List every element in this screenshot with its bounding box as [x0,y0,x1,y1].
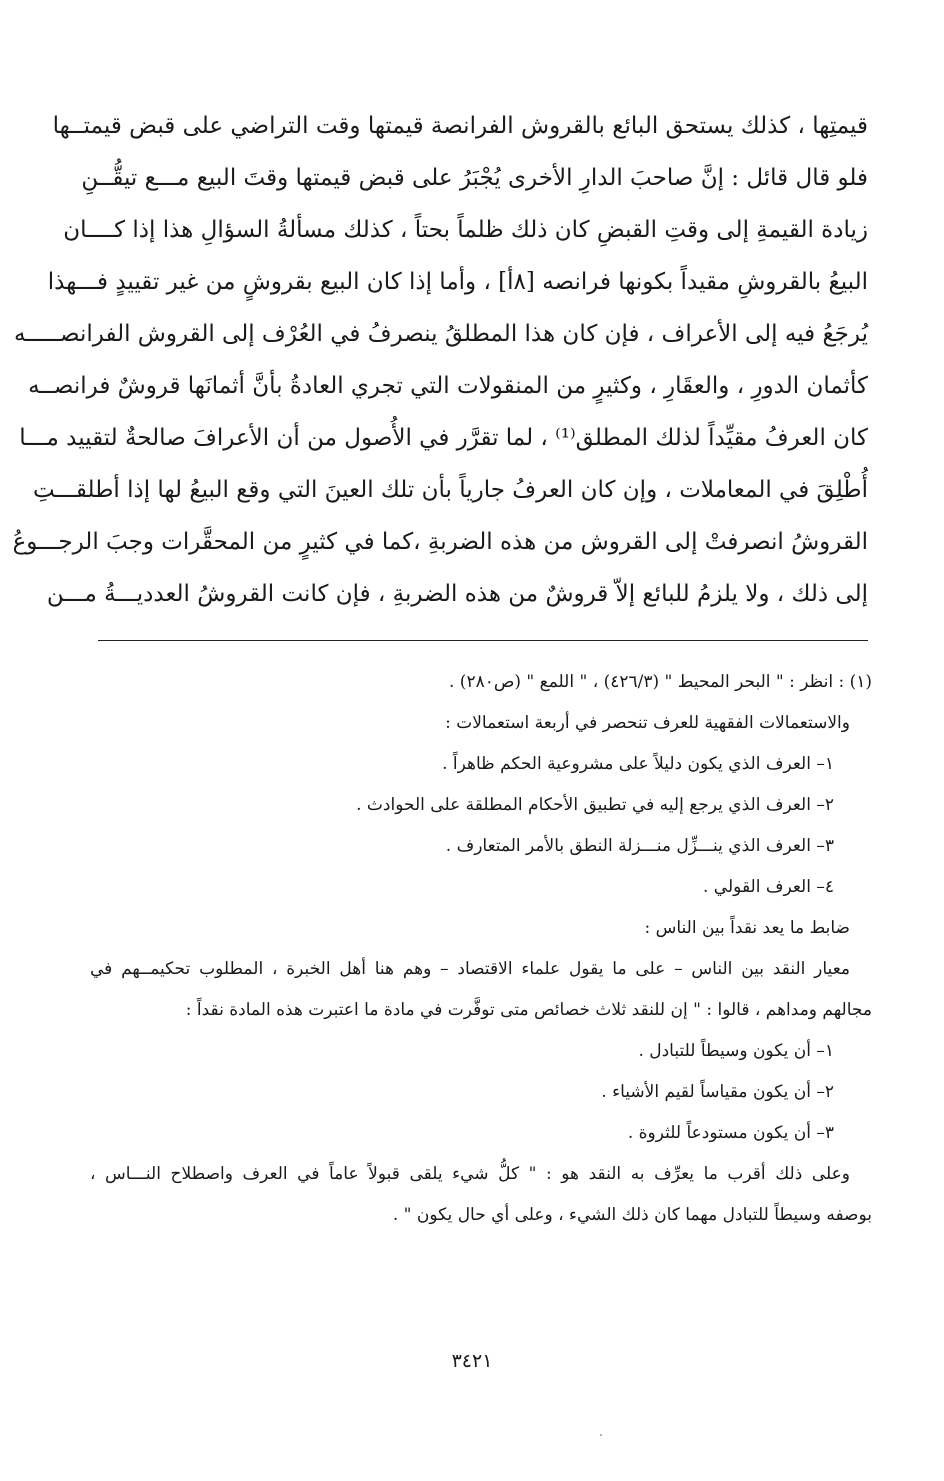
page-number: ٣٤٢١ [451,1350,493,1372]
footnote-line: ٤– العرف القولي . [703,877,834,897]
footnote-line: ١– أن يكون وسيطاً للتبادل . [638,1041,834,1061]
main-text-line: إلى ذلك ، ولا يلزمُ للبائع إلاّ قروشٌ من هذه الضربةِ ، فإن كانت القروشُ العدديـــةُ مـــن [46,581,868,607]
main-text-line: يُرجَعُ فيه إلى الأعراف ، فإن كان هذا المطلقُ ينصرفُ في العُرْف إلى القروش الفرانصـــــه [14,321,868,347]
scan-dot [600,1434,602,1436]
footnotes-section [90,662,872,1236]
footnote-line: ٣– العرف الذي ينـــزِّل منـــزلة النطق بالأمر المتعارف . [445,836,834,856]
footnote-line: مجالهم ومداهم ، قالوا : " إن للنقد ثلاث خصائص متى توفَّرت في مادة ما اعتبرت هذه المادة نقداً : [185,1000,872,1020]
main-text-line: كأثمان الدورِ ، والعقَارِ ، وكثيرٍ من المنقولات التي تجري العادةُ بأنَّ أثمانَها قروشٌ فرانصــه [28,373,868,399]
main-body-text [12,100,868,620]
footnote-line: والاستعمالات الفقهية للعرف تنحصر في أربعة استعمالات : [445,713,850,733]
footnote-line: ١– العرف الذي يكون دليلاً على مشروعية الحكم ظاهراً . [442,754,834,774]
footnote-line: معيار النقد بين الناس – على ما يقول علماء الاقتصاد – وهم هنا أهل الخبرة ، المطلوب تحكيمــهم في [90,959,850,979]
main-text-line: فلو قال قائل : إنَّ صاحبَ الدارِ الأخرى يُجْبَرُ على قبض قيمتها وقتَ البيع مـــع تيقُّــنِ [81,165,868,191]
footnote-line: وعلى ذلك أقرب ما يعرِّف به النقد هو : " كلُّ شيء يلقى قبولاً عاماً في العرف واصطلاح النـــاس ، [90,1164,850,1184]
footnote-line: ضابط ما يعد نقداً بين الناس : [644,918,850,938]
footnote-line: (١) : انظر : " البحر المحيط " (٤٢٦/٣) ، " اللمع " (ص٢٨٠) . [448,672,872,692]
footnote-line: ٣– أن يكون مستودعاً للثروة . [627,1123,834,1143]
footnote-line: ٢– أن يكون مقياساً لقيم الأشياء . [601,1082,834,1102]
main-text-line: قيمتِها ، كذلك يستحق البائع بالقروش الفرانصة قيمتها وقت التراضي على قبض قيمتــها [52,113,868,139]
footnote-line: بوصفه وسيطاً للتبادل مهما كان ذلك الشيء ، وعلى أي حال يكون " . [392,1205,872,1225]
main-text-line: البيعُ بالقروشِ مقيداً بكونها فرانصه [٨أ] ، وأما إذا كان البيع بقروشٍ من غير تقييدٍ فـــهذا [47,269,868,295]
main-text-line: القروشُ انصرفتْ إلى القروش من هذه الضربةِ ،كما في كثيرٍ من المحقَّرات وجبَ الرجـــوعُ [12,529,868,555]
main-text-line: أُطْلِقَ في المعاملات ، وإن كان العرفُ جارياً بأن تلك العينَ التي وقع البيعُ لها إذا أطلقـــتِ [33,477,868,503]
main-text-line: كان العرفُ مقيِّداً لذلك المطلق⁽¹⁾ ، لما تقرَّر في الأُصول من أن الأعرافَ صالحةٌ لتقييد مـــا [19,425,868,451]
main-text-line: زيادة القيمةِ إلى وقتِ القبضِ كان ذلك ظلماً بحتاً ، كذلك مسألةُ السؤالِ هذا إذا كــــان [63,217,868,243]
footnote-separator [98,640,868,641]
footnote-line: ٢– العرف الذي يرجع إليه في تطبيق الأحكام المطلقة على الحوادث . [356,795,834,815]
